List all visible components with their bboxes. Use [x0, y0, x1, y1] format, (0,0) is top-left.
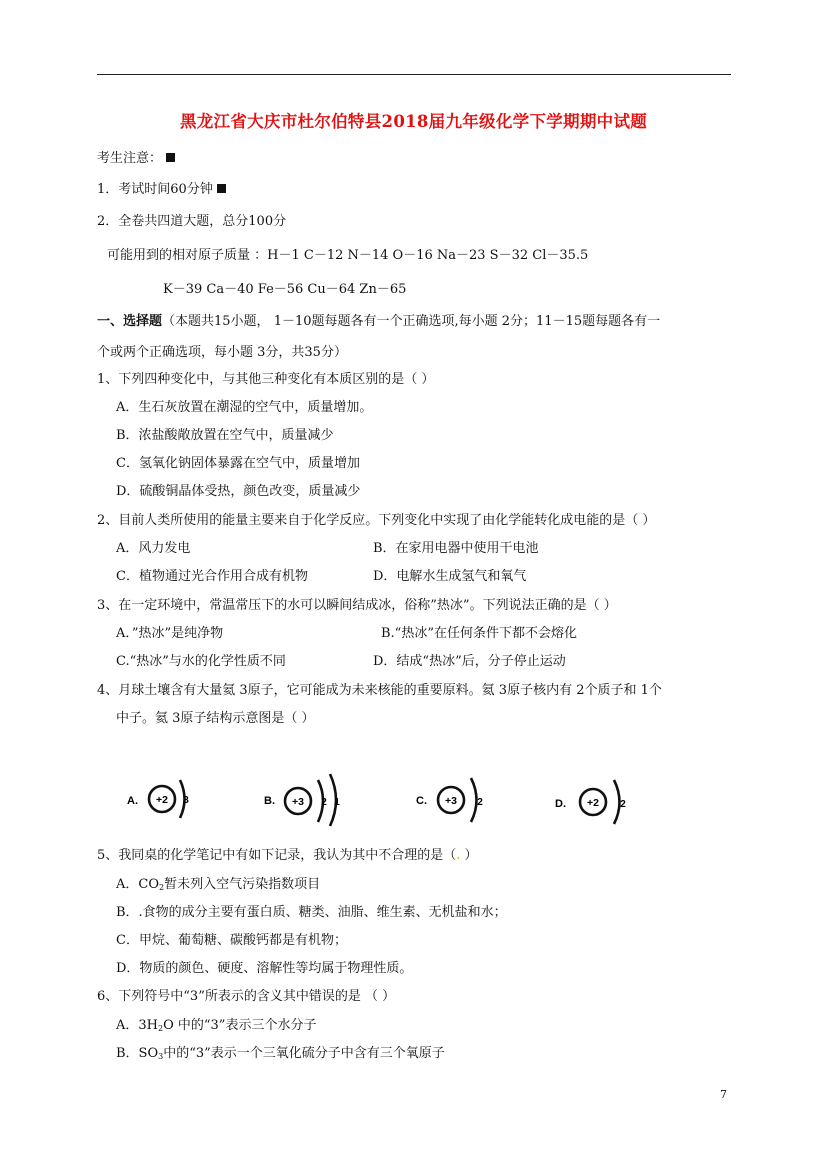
option-label: B. — [264, 795, 275, 807]
question-2-option-c: C．植物通过光合作用合成有机物 — [116, 569, 308, 584]
question-3-option-c: C.“热冰”与水的化学性质不同 — [116, 654, 286, 669]
question-2-option-b: B．在家用电器中使用干电池 — [373, 541, 539, 556]
question-4-stem-cont: 中子。氦 3原子结构示意图是（ ） — [116, 711, 315, 726]
option-label: D. — [555, 798, 566, 810]
atomic-masses-line-2: K－39 Ca－40 Fe－56 Cu－64 Zn－65 — [163, 282, 407, 297]
page-number: 7 — [720, 1088, 727, 1101]
atomic-masses-line-1: 可能用到的相对原子质量 ：H－1 C－12 N－14 O－16 Na－23 S－32 Cl－35.5 — [107, 248, 589, 263]
atom-diagram-a — [125, 770, 195, 830]
square-marker-icon — [166, 153, 175, 162]
question-1-option-c: C．氢氧化钠固体暴露在空气中，质量增加 — [116, 456, 360, 471]
electron-shell-arc — [471, 778, 477, 822]
question-1-option-b: B．浓盐酸敞放置在空气中，质量减少 — [116, 428, 334, 443]
option-label: A. — [127, 795, 138, 807]
shell-electron-count: 1 — [334, 797, 340, 808]
question-2-stem: 2、目前人类所使用的能量主要来自于化学反应。下列变化中实现了由化学能转化成电能的是（ ） — [97, 513, 656, 528]
section-1-desc: 个或两个正确选项，每小题 3分，共35分） — [97, 345, 347, 360]
nucleus-charge: +2 — [587, 797, 599, 809]
atom-diagram-c — [414, 770, 489, 830]
page-title: 黑龙江省大庆市杜尔伯特县2018届九年级化学下学期期中试题 — [179, 112, 648, 131]
electron-shell-arc — [614, 780, 620, 824]
question-1-option-a: A．生石灰放置在潮湿的空气中，质量增加。 — [116, 400, 373, 415]
question-5-option-d: D．物质的颜色、硬度、溶解性等均属于物理性质。 — [116, 961, 413, 976]
question-1-option-d: D．硫酸铜晶体受热，颜色改变，质量减少 — [116, 484, 361, 499]
question-3-option-d: D．结成“热冰”后，分子停止运动 — [373, 654, 566, 669]
shell-electron-count: 2 — [620, 799, 626, 810]
atom-diagram-d — [553, 770, 633, 830]
question-4-stem: 4、月球土壤含有大量氦 3原子，它可能成为未来核能的重要原料。氦 3原子核内有 2个质子和 1个 — [97, 683, 662, 698]
shell-electron-count: 2 — [321, 797, 327, 808]
question-1-stem: 1、下列四种变化中，与其他三种变化有本质区别的是（ ） — [97, 372, 435, 387]
question-3-option-b: B.“热冰”在任何条件下都不会熔化 — [381, 626, 577, 641]
shell-electron-count: 2 — [477, 797, 483, 808]
question-2-option-d: D．电解水生成氢气和氧气 — [373, 569, 527, 584]
question-3-option-a: A．”热冰”是纯净物 — [116, 626, 224, 641]
option-label: C. — [416, 795, 427, 807]
question-3-stem: 3、在一定环境中，常温常压下的水可以瞬间结成冰，俗称”热冰”。下列说法正确的是（ ） — [97, 598, 617, 613]
section-1-heading: 一、选择题（本题共15小题， 1－10题每题各有一个正确选项,每小题 2分；11－15题每题各有一 — [97, 314, 661, 329]
question-6-option-b: B．$SO_3$中的“3”表示一个三氧化硫分子中含有三个氧原子 — [116, 1046, 445, 1061]
nucleus-charge: +3 — [445, 795, 457, 807]
nucleus-charge: +2 — [156, 794, 168, 806]
nucleus-charge: +3 — [292, 796, 304, 808]
question-5-option-a: A．$CO_2$暂未列入空气污染指数项目 — [116, 877, 321, 892]
shell-electron-count: 3 — [183, 795, 189, 806]
question-6-option-a: A．$3H_2O$ 中的“3”表示三个水分子 — [116, 1018, 317, 1033]
notes-heading: 考生注意： — [97, 150, 175, 168]
question-2-option-a: A．风力发电 — [116, 541, 191, 556]
header-rule — [97, 74, 731, 75]
question-5-option-b: B．.食物的成分主要有蛋白质、糖类、油脂、维生素、无机盐和水； — [116, 905, 507, 920]
note-item-2: 2．全卷共四道大题，总分100分 — [97, 214, 287, 229]
question-5-stem: 5、我同桌的化学笔记中有如下记录，我认为其中不合理的是（. ） — [97, 848, 478, 863]
note-item-1: 1．考试时间60分钟 — [97, 181, 226, 199]
atom-diagram-b — [262, 770, 352, 830]
question-6-stem: 6、下列符号中“3”所表示的含义其中错误的是 （ ） — [97, 989, 396, 1004]
square-marker-icon — [217, 184, 226, 193]
question-5-option-c: C．甲烷、葡萄糖、碳酸钙都是有机物； — [116, 933, 347, 948]
